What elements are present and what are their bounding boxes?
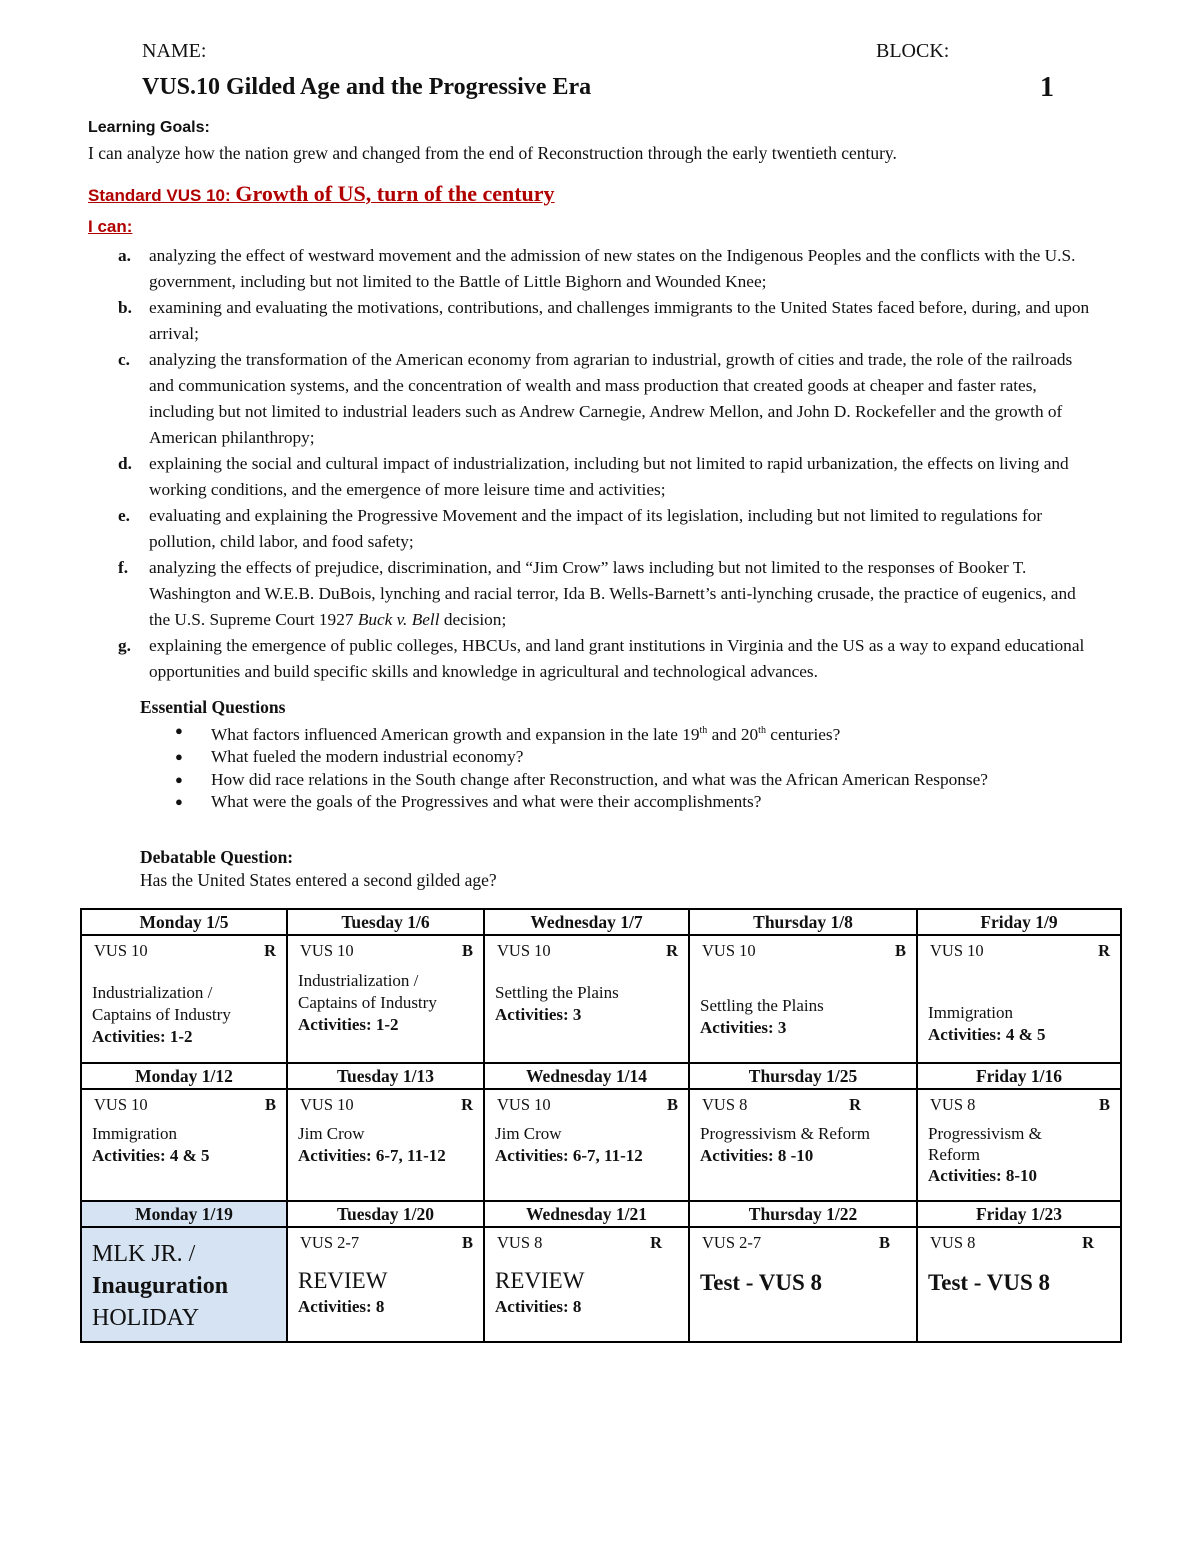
lesson-topic: Immigration Activities: 4 & 5 — [928, 1003, 1046, 1044]
objective-item — [118, 295, 1098, 347]
standard-code: VUS 10 — [94, 1095, 148, 1114]
standard-code: VUS 8 — [930, 1233, 976, 1252]
objective-text: evaluating and explaining the Progressive Movement and the impact of its legislation, including but not limited to regulations for pollution, child labor, and food safety; — [149, 506, 1043, 551]
name-label: NAME: — [142, 40, 207, 62]
case-name: Buck v. Bell — [357, 610, 440, 629]
objective-text: explaining the social and cultural impact of industrialization, including but not limited to rapid urbanization, the effects on living and working conditions, and the emergence of more leisure time and activities; — [149, 454, 1069, 499]
day-cell — [917, 1089, 1121, 1201]
lesson-topic: Progressivism & Reform Activities: 8 -10 — [700, 1124, 870, 1165]
bullet-icon: ● — [175, 771, 183, 787]
block-letter: B — [878, 1233, 890, 1252]
day-cell — [287, 935, 484, 1063]
essential-question — [170, 791, 1050, 814]
debatable-question-label: Debatable Question: — [140, 847, 294, 867]
standard-prefix: Standard VUS 10: — [88, 186, 236, 205]
lesson-topic: Industrialization / Captains of Industry Activities: 1-2 — [92, 983, 231, 1046]
day-header: Monday 1/12 — [81, 1063, 287, 1089]
standard-code: VUS 2-7 — [702, 1233, 762, 1252]
day-header: Wednesday 1/14 — [484, 1063, 689, 1089]
essential-question — [170, 720, 1050, 746]
objective-letter: a. — [118, 246, 131, 265]
standard-code: VUS 8 — [497, 1233, 543, 1252]
essential-questions-list — [170, 720, 1050, 814]
standard-code: VUS 10 — [300, 1095, 354, 1114]
lesson-topic: REVIEW Activities: 8 — [495, 1268, 585, 1316]
day-cell — [689, 1227, 917, 1342]
day-cell — [484, 1089, 689, 1201]
question-text: How did race relations in the South change after Reconstruction, and what was the African American Response? — [211, 769, 988, 789]
day-cell — [81, 1089, 287, 1201]
standard-code: VUS 8 — [930, 1095, 976, 1114]
block-letter: B — [894, 941, 906, 960]
objective-text: analyzing the transformation of the American economy from agrarian to industrial, growth of cities and trade, the role of the railroads and communication systems, and the concentration of wealth and mass production that created goods at cheaper and faster rates, including but not limited to industrial leaders such as Andrew Carnegie, Andrew Mellon, and John D. Rockefeller and the growth of American philanthropy; — [149, 350, 1073, 447]
i-can-label: I can: — [88, 217, 133, 236]
day-cell — [287, 1227, 484, 1342]
day-cell — [287, 1089, 484, 1201]
question-text: centuries? — [765, 724, 841, 744]
lesson-topic: REVIEW Activities: 8 — [298, 1268, 388, 1316]
day-header: Friday 1/9 — [917, 909, 1121, 935]
lesson-topic: Test - VUS 8 — [700, 1270, 823, 1295]
bullet-icon: ● — [175, 794, 183, 810]
standard-code: VUS 10 — [94, 941, 148, 960]
block-letter: B — [1098, 1095, 1110, 1114]
objective-letter: b. — [118, 298, 132, 317]
lesson-topic: Settling the Plains Activities: 3 — [700, 996, 824, 1037]
block-letter: R — [849, 1095, 861, 1114]
block-letter: B — [461, 1233, 473, 1252]
lesson-topic: Progressivism & Reform Activities: 8-10 — [928, 1124, 1042, 1185]
day-header: Wednesday 1/7 — [484, 909, 689, 935]
objective-letter: c. — [118, 350, 130, 369]
objective-text: explaining the emergence of public colleges, HBCUs, and land grant institutions in Virginia and the US as a way to expand educational opportunities and build specific skills and knowledge in agricultural and technological advances. — [149, 636, 1085, 681]
block-letter: B — [264, 1095, 276, 1114]
page-number: 1 — [1040, 72, 1054, 103]
objective-letter: e. — [118, 506, 130, 525]
essential-question — [170, 769, 1050, 792]
lesson-topic: Jim Crow Activities: 6-7, 11-12 — [298, 1124, 446, 1165]
objective-letter: f. — [118, 558, 129, 577]
objective-item — [118, 633, 1098, 685]
lesson-topic: Settling the Plains Activities: 3 — [495, 983, 619, 1024]
lesson-topic: Industrialization / Captains of Industry Activities: 1-2 — [298, 971, 437, 1034]
day-cell — [689, 1089, 917, 1201]
day-header: Tuesday 1/13 — [287, 1063, 484, 1089]
debatable-question-text: Has the United States entered a second gilded age? — [140, 870, 497, 890]
objective-text: examining and evaluating the motivations, contributions, and challenges immigrants to the United States faced before, during, and upon arrival; — [149, 298, 1090, 343]
objectives-list — [118, 243, 1098, 685]
day-header: Friday 1/23 — [917, 1201, 1121, 1227]
day-header: Thursday 1/22 — [689, 1201, 917, 1227]
day-cell — [689, 935, 917, 1063]
question-text: and 20 — [707, 724, 759, 744]
objective-item — [118, 347, 1098, 451]
block-letter: R — [461, 1095, 473, 1114]
block-letter: B — [461, 941, 473, 960]
block-letter: R — [1098, 941, 1110, 960]
standard-title: Growth of US, turn of the century — [235, 181, 555, 206]
day-cell — [917, 935, 1121, 1063]
lesson-topic: Jim Crow Activities: 6-7, 11-12 — [495, 1124, 643, 1165]
day-header: Friday 1/16 — [917, 1063, 1121, 1089]
superscript: th — [699, 725, 708, 736]
block-letter: R — [1082, 1233, 1094, 1252]
objective-item — [118, 555, 1098, 633]
block-label: BLOCK: — [876, 40, 950, 62]
day-cell — [484, 935, 689, 1063]
objective-item — [118, 503, 1098, 555]
learning-goals-label: Learning Goals: — [88, 119, 210, 136]
day-header: Thursday 1/25 — [689, 1063, 917, 1089]
block-letter: R — [264, 941, 276, 960]
standard-code: VUS 10 — [930, 941, 984, 960]
standard-code: VUS 8 — [702, 1095, 748, 1114]
objective-text: analyzing the effects of prejudice, discrimination, and “Jim Crow” laws including but not limited to the responses of Booker T. Washington and W.E.B. DuBois, lynching and racial terror, Ida B. Wells-Barnett’s anti-lynching crusade, the practice of eugenics, and the U.S. Supreme Court 1927 — [149, 558, 1076, 629]
superscript: th — [758, 725, 766, 736]
standard-code: VUS 10 — [300, 941, 354, 960]
schedule-calendar — [80, 908, 1122, 1343]
day-cell — [917, 1227, 1121, 1342]
objective-text-end: decision; — [439, 610, 507, 629]
day-header: Tuesday 1/6 — [287, 909, 484, 935]
objective-item — [118, 243, 1098, 295]
day-header: Tuesday 1/20 — [287, 1201, 484, 1227]
block-letter: R — [666, 941, 678, 960]
essential-question — [170, 746, 1050, 769]
block-letter: R — [650, 1233, 662, 1252]
question-text: What factors influenced American growth and expansion in the late 19 — [211, 724, 700, 744]
objective-text: analyzing the effect of westward movement and the admission of new states on the Indigenous Peoples and the conflicts with the U.S. government, including but not limited to the Battle of Little Bighorn and Wounded Knee; — [149, 246, 1076, 291]
standard-code: VUS 10 — [497, 1095, 551, 1114]
day-header: Thursday 1/8 — [689, 909, 917, 935]
question-text: What were the goals of the Progressives and what were their accomplishments? — [211, 792, 762, 812]
learning-goals-text: I can analyze how the nation grew and changed from the end of Reconstruction through the early twentieth century. — [88, 143, 897, 163]
standard-heading — [88, 181, 555, 207]
standard-code: VUS 10 — [497, 941, 551, 960]
page-title: VUS.10 Gilded Age and the Progressive Era — [142, 74, 592, 100]
objective-letter: d. — [118, 454, 132, 473]
holiday-text: MLK JR. / Inauguration HOLIDAY — [92, 1241, 229, 1331]
day-cell — [81, 935, 287, 1063]
holiday-cell — [81, 1227, 287, 1342]
day-cell — [484, 1227, 689, 1342]
block-letter: B — [666, 1095, 678, 1114]
day-header: Monday 1/19 — [81, 1201, 287, 1227]
lesson-topic: Test - VUS 8 — [928, 1270, 1051, 1295]
bullet-icon: ● — [175, 749, 183, 765]
day-header: Wednesday 1/21 — [484, 1201, 689, 1227]
essential-questions-label: Essential Questions — [140, 697, 286, 717]
objective-item — [118, 451, 1098, 503]
question-text: What fueled the modern industrial economy? — [211, 747, 524, 767]
standard-code: VUS 10 — [702, 941, 756, 960]
bullet-icon: ● — [175, 723, 183, 738]
lesson-topic: Immigration Activities: 4 & 5 — [92, 1124, 210, 1165]
objective-letter: g. — [118, 636, 131, 655]
day-header: Monday 1/5 — [81, 909, 287, 935]
standard-code: VUS 2-7 — [300, 1233, 360, 1252]
